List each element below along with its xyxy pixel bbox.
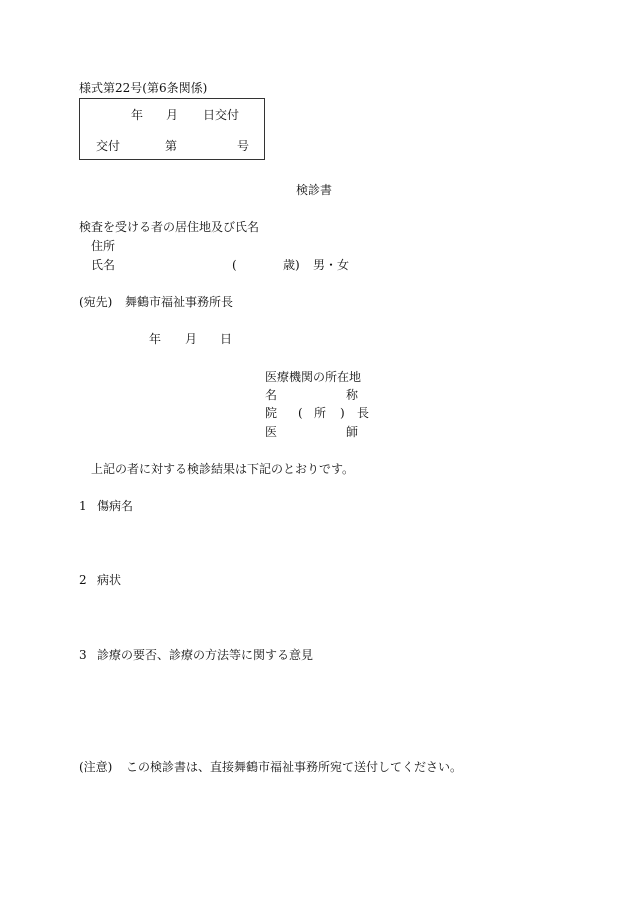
- director-2: (: [298, 406, 303, 420]
- institution-name-1: 名: [265, 388, 278, 402]
- age-open-paren: (: [232, 258, 237, 272]
- addressee-label: (宛先): [79, 295, 113, 309]
- doctor-2: 師: [346, 425, 359, 439]
- age-label: 歳): [283, 258, 300, 272]
- item-1-label: 傷病名: [97, 499, 134, 513]
- form-number: 様式第22号(第6条関係): [79, 81, 208, 95]
- institution-location: 医療機関の所在地: [265, 370, 362, 384]
- institution-name-2: 称: [346, 388, 359, 402]
- note-label: (注意): [79, 760, 113, 774]
- name-label: 氏名: [91, 258, 116, 272]
- date-month: 月: [185, 332, 198, 346]
- addressee-name: 舞鶴市福祉事務所長: [125, 295, 234, 309]
- date-year: 年: [149, 332, 162, 346]
- director-5: 長: [357, 406, 370, 420]
- item-3-label: 診療の要否、診療の方法等に関する意見: [97, 648, 314, 662]
- director-1: 院: [265, 406, 278, 420]
- statement: 上記の者に対する検診結果は下記のとおりです。: [91, 462, 355, 476]
- receipt-go: 号: [237, 139, 250, 153]
- item-2-number: 2: [79, 573, 87, 587]
- item-3-number: 3: [79, 648, 87, 662]
- receipt-dai: 第: [165, 139, 178, 153]
- director-3: 所: [314, 406, 327, 420]
- receipt-year: 年: [131, 108, 144, 122]
- note-text: この検診書は、直接舞鶴市福祉事務所宛て送付してください。: [126, 760, 463, 774]
- receipt-month: 月: [166, 108, 179, 122]
- director-4: ): [340, 406, 345, 420]
- receipt-day-issued: 日交付: [203, 108, 240, 122]
- item-1-number: 1: [79, 499, 87, 513]
- doctor-1: 医: [265, 425, 278, 439]
- document-title: 検診書: [296, 183, 333, 197]
- date-day: 日: [220, 332, 233, 346]
- item-2-label: 病状: [97, 573, 122, 587]
- subject-heading: 検査を受ける者の居住地及び氏名: [79, 220, 260, 234]
- address-label: 住所: [91, 239, 116, 253]
- sex-label: 男・女: [313, 258, 350, 272]
- receipt-issued: 交付: [96, 139, 121, 153]
